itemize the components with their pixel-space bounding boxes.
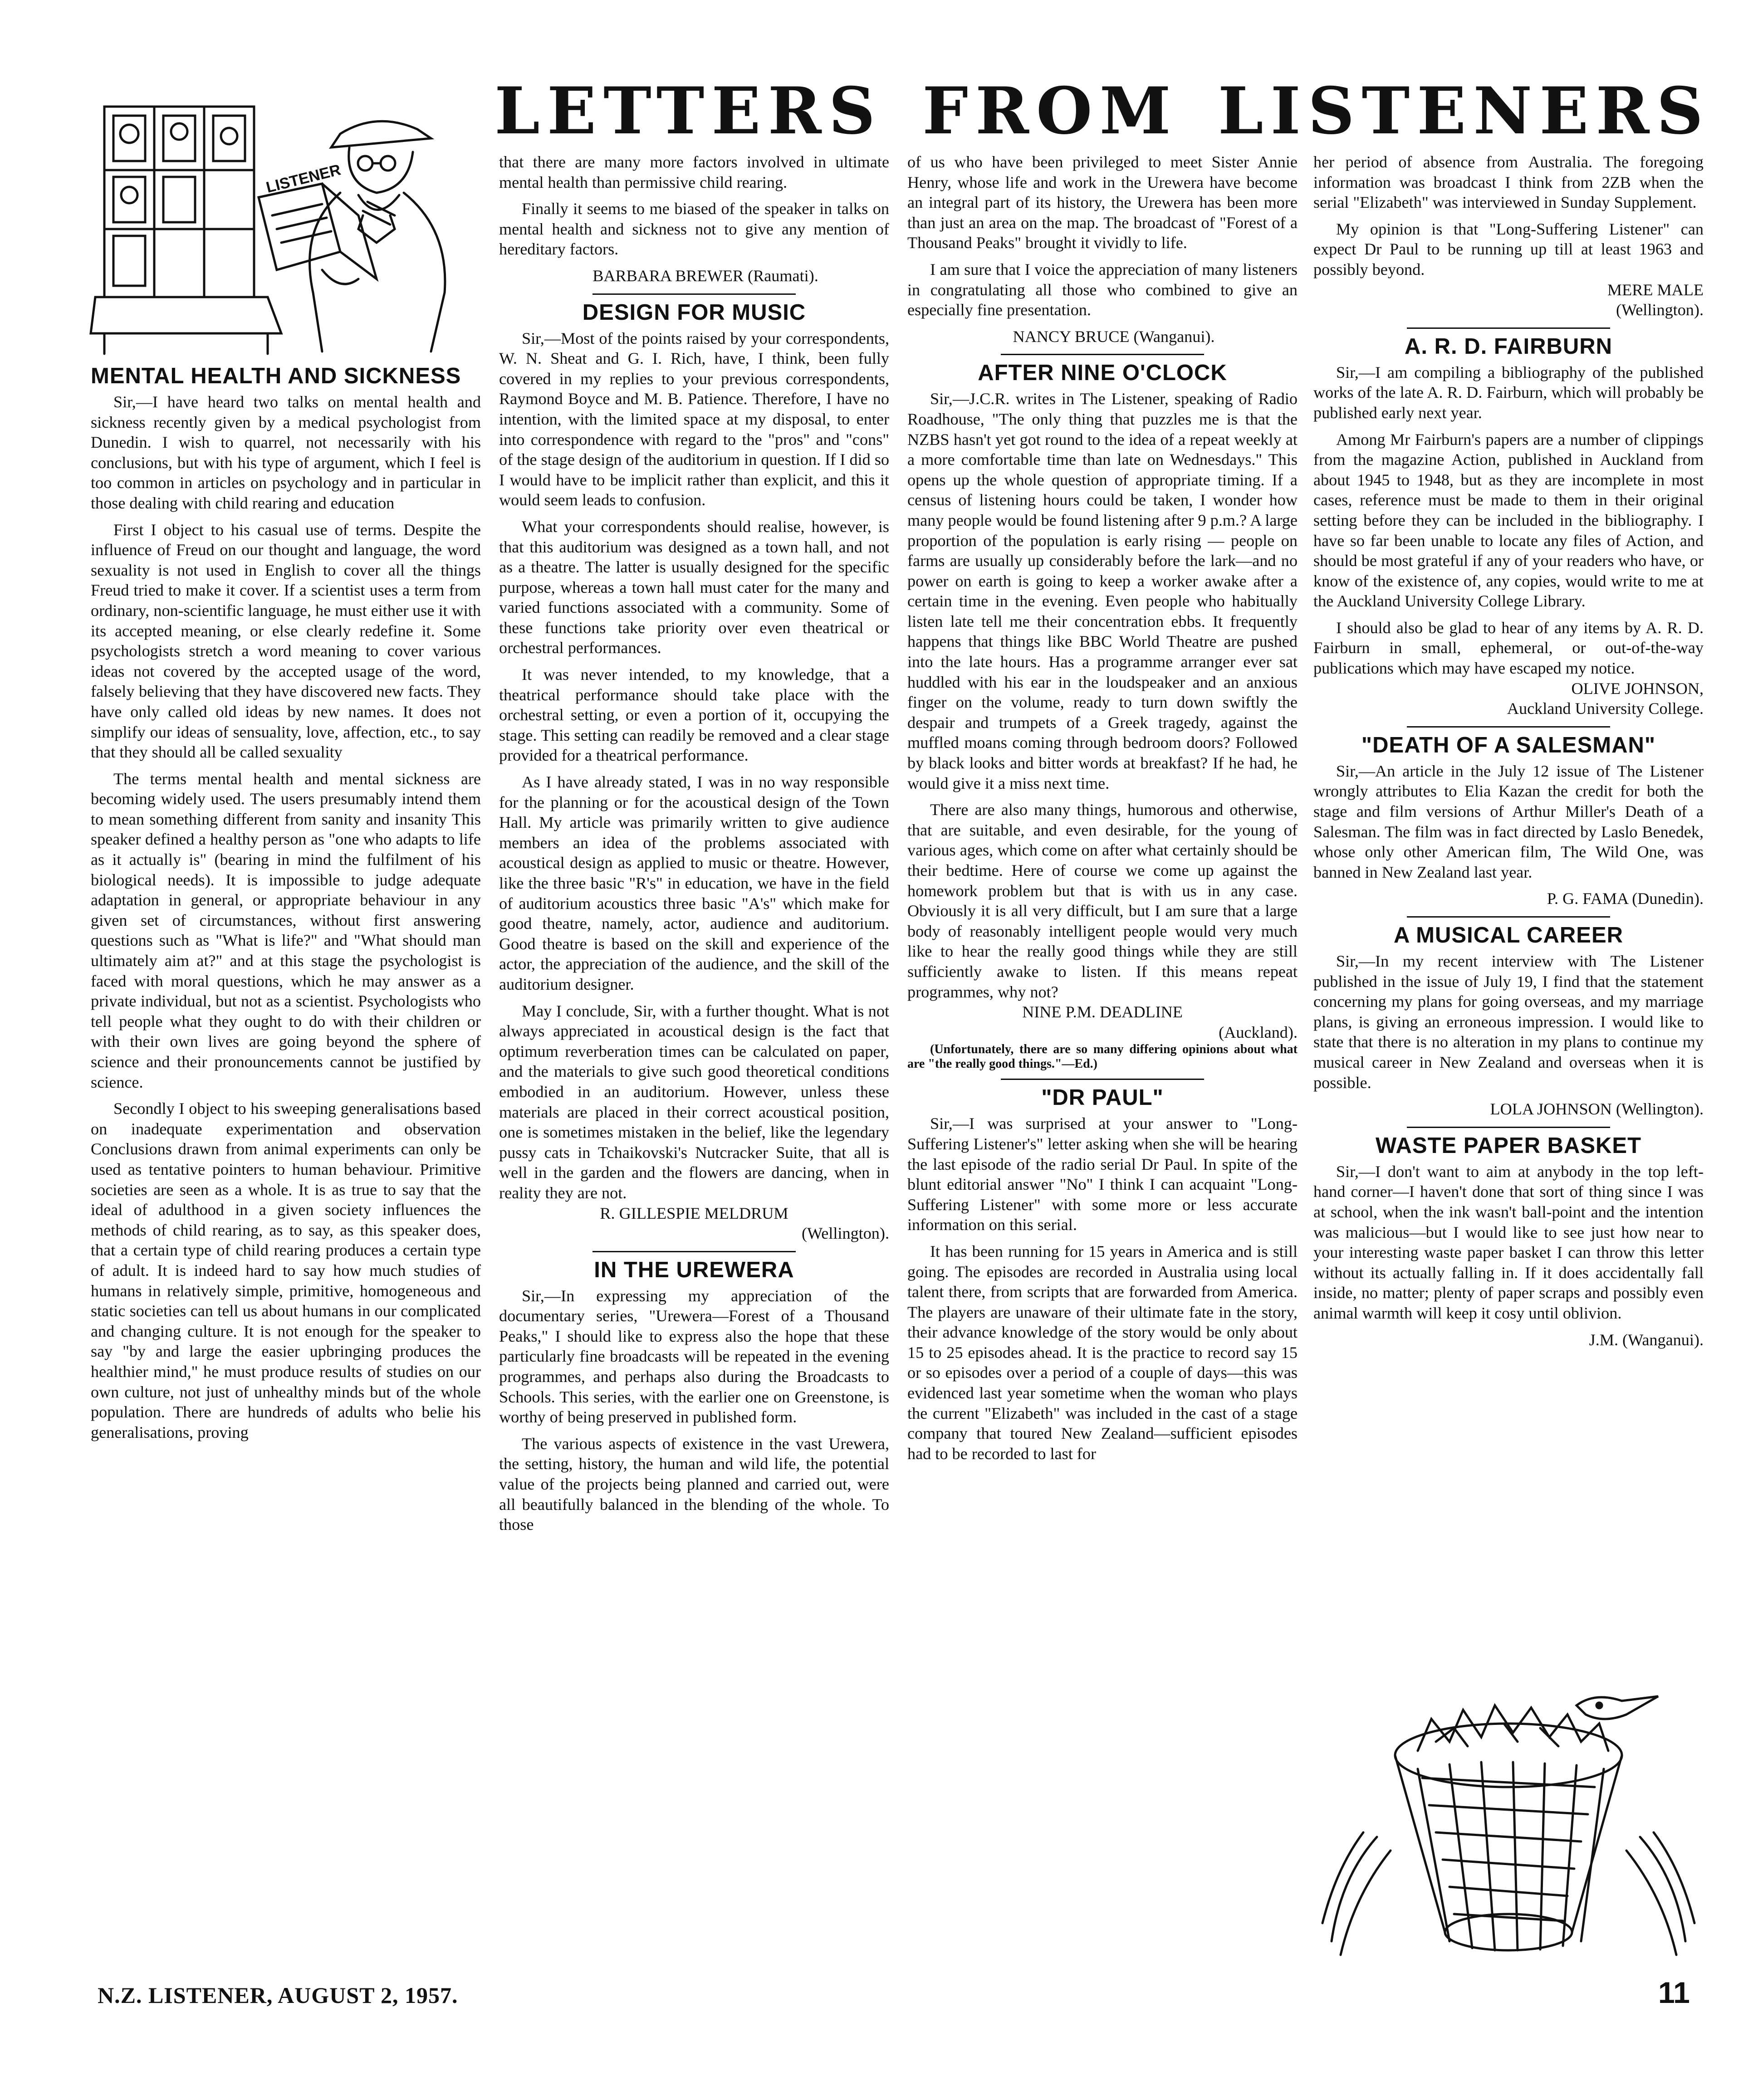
- letter-paragraph: Sir,—In my recent interview with The Listener published in the issue of July 19, I find that the statement concerning my plans for going overseas, and my marriage plans, is giving an erroneous impression. I would like to state that there is no alteration in my plans to continue my musical career in New Zealand and overseas when it is possible.: [1313, 952, 1704, 1092]
- newsstand-reader-illustration: [86, 79, 476, 356]
- signature: [907, 1002, 1298, 1042]
- heading-waste-paper-basket: [1313, 1127, 1704, 1159]
- signature-place: (Auckland).: [1219, 1023, 1298, 1041]
- letter-paragraph: Finally it seems to me biased of the speaker in talks on mental health and sickness not to give any mention of hereditary factors.: [499, 200, 889, 259]
- column-1: [91, 363, 481, 1442]
- letter-paragraph: Sir,—I don't want to aim at anybody in the top left-hand corner—I haven't done that sort of thing since I was at school, when the ink wasn't ball-point and the intention was malicious—but I would like to see just how near to your interesting waste paper basket I can throw this letter without its actually falling in. If it does accidentally fall inside, no matter; plenty of paper scraps and possibly even animal warmth will keep it cosy until oblivion.: [1313, 1162, 1704, 1322]
- letter-paragraph: Among Mr Fairburn's papers are a number of clippings from the magazine Action, published in Auckland from about 1945 to 1948, but as they are incomplete in most cases, reference must be made to them in their original setting before they can be included in the bibliography. I have so far been unable to locate any files of Action, and should be most grateful if any of your readers who have, or know of the existence of, any copies, would write to me at the Auckland University College Library.: [1313, 430, 1704, 610]
- signature: LOLA JOHNSON (Wellington).: [1490, 1100, 1704, 1118]
- section-rule: [1001, 1079, 1204, 1080]
- section-rule: [1407, 916, 1610, 918]
- heading-text: AFTER NINE O'CLOCK: [978, 361, 1227, 386]
- column-4: [1313, 152, 1704, 1350]
- letter-paragraph: There are also many things, humorous and otherwise, that are suitable, and even desirable, for the young of various ages, which come on after what certainly should be their bedtime. Here of course we come up against the homework problem but that is with us in any case. Obviously it is all very difficult, but I am sure that a large body of reasonably intelligent people would very much like to hear the really good things while they are still sufficiently awake to listen. If this means repeat programmes, why not?: [907, 801, 1298, 1001]
- signature: [499, 1203, 889, 1244]
- editor-note: (Unfortunately, there are so many differing opinions about what are "the really good things."—Ed.): [907, 1042, 1298, 1071]
- heading-mental-health: MENTAL HEALTH AND SICKNESS: [91, 364, 461, 388]
- heading-text: IN THE UREWERA: [594, 1257, 794, 1282]
- section-rule: [1407, 726, 1610, 728]
- signature-name: NINE P.M. DEADLINE: [1022, 1003, 1183, 1021]
- letter-paragraph: her period of absence from Australia. The foregoing information was broadcast I think from 2ZB when the serial "Elizabeth" was interviewed in Sunday Supplement.: [1313, 153, 1704, 212]
- signature: J.M. (Wanganui).: [1589, 1330, 1704, 1349]
- signature-place: (Wellington).: [801, 1224, 889, 1243]
- letter-paragraph: It was never intended, to my knowledge, that a theatrical performance should take place with the orchestral setting, or even a portion of it, occupying the stage. This setting can readily be removed and a clear stage provided for a theatrical performance.: [499, 665, 889, 765]
- heading-text: WASTE PAPER BASKET: [1375, 1133, 1642, 1158]
- page-masthead: LETTERS FROM LISTENERS: [495, 73, 1710, 149]
- letter-paragraph: Sir,—J.C.R. writes in The Listener, speaking of Radio Roadhouse, "The only thing that puzzles me is that the NZBS hasn't yet got round to the idea of a repeat weekly at a more comfortable time than late on Wednesdays." This opens up the whole question of appropriate timing. If a census of listening hours could be taken, I wonder how many people would be found listening after 9 p.m.? A large proportion of the population is early rising — people on farms are usually up considerably before the lark—and no power on earth is going to keep a worker awake after a certain time in the evening. Even people who habitually listen late tell me their concentration ebbs. It frequently happens that things like BBC World Theatre are pushed into the late hours. Has a programme arranger ever sat huddled with his ear in the loudspeaker and an anxious finger on the volume, ready to turn down swiftly the despair and trumpets of a Greek tragedy, against the muffled moans coming through bedroom doors? Followed by black looks and bitter words at breakfast? If he had, he would give it a miss next time.: [907, 390, 1298, 792]
- signature-place: (Wellington).: [1616, 301, 1704, 319]
- letter-paragraph: Secondly I object to his sweeping generalisations based on inadequate experimentation and observation Conclusions drawn from animal experiments can only be used as tentative pointers to human behaviour. Primitive societies are seen as a whole. It is as true to say that the ideal of adulthood in a given society influences the methods of child rearing, as to say, as this speaker does, that a certain type of child rearing produces a certain type of adult. It is indeed hard to say how much studies of humans in relatively simple, primitive, homogeneous and static societies can tell us about humans in our complicated and changing culture. It is not enough for the speaker to say "by and large the easier upbringing produces the healthier mind," he must produce results of studies on our own culture, not just of unhealthy minds but of the whole population. There are hundreds of adults who belie his generalisations, proving: [91, 1099, 481, 1441]
- letter-paragraph: What your correspondents should realise, however, is that this auditorium was designed as a town hall, and not as a theatre. The latter is usually designed for the specific purpose, whereas a town hall must cater for the many and varied functions associated with a community. Some of these functions take priority over even theatrical or orchestral performances.: [499, 517, 889, 657]
- magazine-cover-label: LISTENER: [264, 161, 343, 196]
- letter-paragraph: May I conclude, Sir, with a further thought. What is not always appreciated in acoustical design is the fact that optimum reverberation times can be calculated on paper, and the materials to give such good theoretical conditions embodied in an auditorium. However, unless these materials are placed in their correct acoustical position, one is sometimes mistaken in the belief, like the legendary pussy cats in Tchaikovski's Nutcracker Suite, that all is well in the garden and the flowers are dancing, when in reality they are not.: [499, 1001, 889, 1202]
- signature: [1313, 280, 1704, 320]
- letter-paragraph: First I object to his casual use of terms. Despite the influence of Freud on our thought and language, the word sexuality is not used in English to cover all the things Freud tried to make it cover. If a scientist uses a term from ordinary, non-scientific language, he must either use it with its accepted meaning, or else clearly redefine it. Some psychologists stretch a word meaning to cover various ideas not covered by the accepted usage of the word, falsely believing that they have discovered new facts. They have only called old ideas by new names. It does not simplify our ideas of sensuality, love, affection, etc., to say that they should all be called sexuality: [91, 520, 481, 762]
- section-rule: [593, 293, 795, 295]
- column-3: [907, 152, 1298, 1464]
- signature-name: MERE MALE: [1607, 280, 1704, 299]
- letter-paragraph: Sir,—I have heard two talks on mental health and sickness recently given by a medical psychologist from Dunedin. I wish to quarrel, not necessarily with his conclusions, but with his type of argument, which I feel is too common in articles on psychology and in particular in those dealing with child rearing and education: [91, 393, 481, 512]
- letter-paragraph: Sir,—In expressing my appreciation of the documentary series, "Urewera—Forest of a Thousand Peaks," I should like to express also the hope that these particularly fine broadcasts will be repeated in the evening programmes, and perhaps also during the Broadcasts to Schools. This series, with the earlier one on Greenstone, is worthy of being preserved in published form.: [499, 1286, 889, 1426]
- letter-paragraph: The various aspects of existence in the vast Urewera, the setting, history, the human and wild life, the potential value of the projects being planned and carried out, were all beautifully balanced in the blending of the whole. To those: [499, 1434, 889, 1534]
- letter-paragraph: I am sure that I voice the appreciation of many listeners in congratulating all those who combined to give an especially fine presentation.: [907, 260, 1298, 319]
- signature: BARBARA BREWER (Raumati).: [593, 266, 818, 285]
- page-number: 11: [1658, 1976, 1690, 2009]
- signature: NANCY BRUCE (Wanganui).: [1013, 327, 1215, 346]
- letter-paragraph: As I have already stated, I was in no way responsible for the planning or for the acoustical design of the Town Hall. My article was primarily written to give audience members an idea of the problems associated with acoustical design as applied to music or theatre. However, like the three basic "R's" in education, we have in the field of auditorium acoustics three basic "A's" which make for good theatre, namely, actor, audience and auditorium. Good theatre is based on the skill and experience of the actor, the appreciation of the audience, and the skill of the auditorium designer.: [499, 773, 889, 993]
- letter-paragraph: of us who have been privileged to meet Sister Annie Henry, whose life and work in the Urewera have become an integral part of its history, the Urewera has been more than just an area on the map. The broadcast of "Forest of a Thousand Peaks" brought it vividly to life.: [907, 153, 1298, 252]
- signature: P. G. FAMA (Dunedin).: [1547, 889, 1704, 908]
- letter-paragraph: My opinion is that "Long-Suffering Listener" can expect Dr Paul to be running up till at least 1963 and possibly beyond.: [1313, 220, 1704, 278]
- heading-text: A MUSICAL CAREER: [1393, 923, 1624, 947]
- heading-in-the-urewera: [499, 1251, 889, 1283]
- section-rule: [1407, 327, 1610, 329]
- letter-paragraph: that there are many more factors involved in ultimate mental health than permissive child rearing.: [499, 153, 889, 191]
- section-rule: [1407, 1127, 1610, 1128]
- heading-text: DESIGN FOR MUSIC: [582, 300, 806, 325]
- letter-paragraph: I should also be glad to hear of any items by A. R. D. Fairburn in small, ephemeral, or out-of-the-way publications which may have escaped my notice.: [1313, 618, 1704, 678]
- signature-place: Auckland University College.: [1507, 699, 1704, 718]
- column-2: [499, 152, 889, 1535]
- heading-a-musical-career: [1313, 916, 1704, 948]
- heading-ard-fairburn: [1313, 327, 1704, 360]
- letter-paragraph: Sir,—Most of the points raised by your correspondents, W. N. Sheat and G. I. Rich, have, I think, been fully covered in my replies to your previous correspondents, Raymond Boyce and M. B. Patience. Therefore, I have no intention, with the limited space at my disposal, to enter into correspondence with regard to the "pros" and "cons" of the stage design of the auditorium in question. If I did so I would have to be implicit rather than explicit, and this it would seem leads to confusion.: [499, 329, 889, 509]
- letter-paragraph: It has been running for 15 years in America and is still going. The episodes are recorded in Australia using local talent there, from scripts that are forwarded from America. The players are unaware of their ultimate fate in the story, their advance knowledge of the story would be only about 15 to 25 episodes ahead. It is the practice to record say 15 or so episodes over a period of a couple of days—this was evidenced last year sometime when the woman who plays the current "Elizabeth" was included in the cast of a stage company that toured New Zealand—sufficient episodes had to be recorded to last for: [907, 1242, 1298, 1463]
- signature: [1313, 679, 1704, 719]
- signature-name: R. GILLESPIE MELDRUM: [600, 1204, 788, 1222]
- heading-text: A. R. D. FAIRBURN: [1405, 334, 1612, 359]
- letter-paragraph: Sir,—I am compiling a bibliography of the published works of the late A. R. D. Fairburn, which will probably be published early next year.: [1313, 363, 1704, 422]
- heading-design-for-music: [499, 293, 889, 326]
- heading-text: "DR PAUL": [1041, 1085, 1164, 1110]
- letter-paragraph: Sir,—I was surprised at your answer to "Long-Suffering Listener's" letter asking when she will be hearing the last episode of the radio serial Dr Paul. In spite of the blunt editorial answer "No" I think I can acquaint "Long-Suffering Listener" with some more or less accurate information on this serial.: [907, 1114, 1298, 1234]
- waste-basket-illustration: [1313, 1687, 1704, 1964]
- heading-death-of-a-salesman: [1313, 726, 1704, 758]
- issue-footer: N.Z. LISTENER, AUGUST 2, 1957.: [98, 1983, 458, 2008]
- section-rule: [1001, 354, 1204, 355]
- signature-name: OLIVE JOHNSON,: [1571, 679, 1704, 698]
- letter-paragraph: The terms mental health and mental sickness are becoming widely used. The users presumably intend them to mean something different from sanity and insanity This speaker defined a healthy person as "one who adapts to life as it actually is" (bearing in mind the fulfilment of his biological needs). It is impossible to judge adequate adaptation in general, or appropriate behaviour in any given set of circumstances, without first answering questions such as "What is life?" and "What should man ultimately aim at?" and at this stage the psychologist is faced with moral questions, which he may answer as a private individual, but not as a scientist. Psychologists who tell people what they ought to do with their children or with their own lives are going beyond the sphere of science and their pronouncements cannot be justified by science.: [91, 769, 481, 1091]
- heading-dr-paul: [907, 1079, 1298, 1111]
- heading-after-nine-oclock: [907, 354, 1298, 386]
- heading-text: "DEATH OF A SALESMAN": [1361, 733, 1656, 757]
- letter-paragraph: Sir,—An article in the July 12 issue of The Listener wrongly attributes to Elia Kazan the credit for both the stage and film versions of Arthur Miller's Death of a Salesman. The film was in fact directed by Laslo Benedek, whose only other American film, The Wild One, was banned in New Zealand last year.: [1313, 762, 1704, 881]
- section-rule: [593, 1251, 795, 1252]
